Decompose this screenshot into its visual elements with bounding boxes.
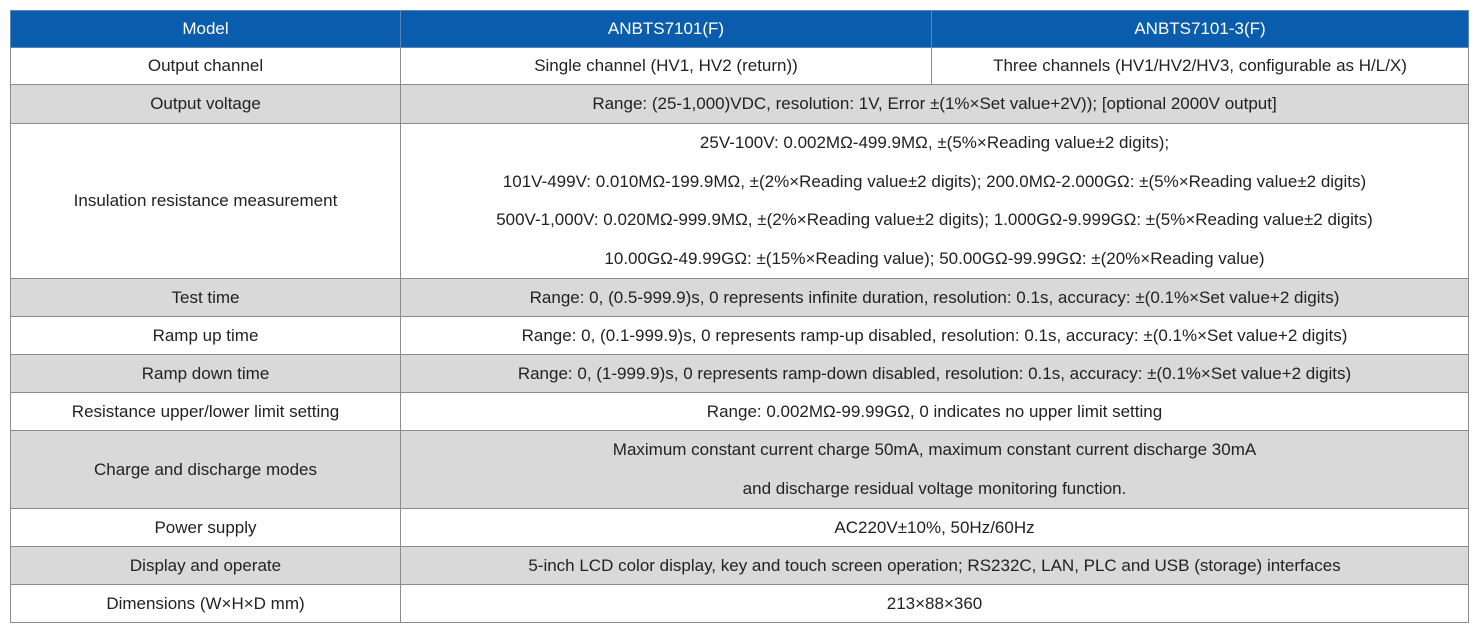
row-value-b: Three channels (HV1/HV2/HV3, configurable as H/L/X) [932,48,1469,85]
row-value: Range: (25-1,000)VDC, resolution: 1V, Error ±(1%×Set value+2V)); [optional 2000V output] [401,85,1469,124]
row-label: Insulation resistance measurement [11,124,401,279]
value-line: 500V-1,000V: 0.020MΩ-999.9MΩ, ±(2%×Reading value±2 digits); 1.000GΩ-9.999GΩ: ±(5%×Reading value±2 digits) [496,210,1373,229]
row-label: Dimensions (W×H×D mm) [11,585,401,623]
header-model-b: ANBTS7101-3(F) [932,11,1469,48]
row-label: Charge and discharge modes [11,431,401,509]
row-value: 213×88×360 [401,585,1469,623]
row-label: Ramp up time [11,317,401,355]
table-row [11,279,1469,317]
row-label: Power supply [11,509,401,547]
row-value: Range: 0.002MΩ-99.99GΩ, 0 indicates no upper limit setting [401,393,1469,431]
row-value: Range: 0, (0.1-999.9)s, 0 represents ramp-up disabled, resolution: 0.1s, accuracy: ±(0.1%×Set value+2 digits) [401,317,1469,355]
row-value-a: Single channel (HV1, HV2 (return)) [401,48,932,85]
table-row [11,547,1469,585]
row-value: Range: 0, (1-999.9)s, 0 represents ramp-down disabled, resolution: 0.1s, accuracy: ±(0.1%×Set value+2 digits) [401,355,1469,393]
row-label: Output voltage [11,85,401,124]
table-row [11,509,1469,547]
value-line: and discharge residual voltage monitoring function. [742,478,1127,498]
row-value: 5-inch LCD color display, key and touch screen operation; RS232C, LAN, PLC and USB (storage) interfaces [401,547,1469,585]
value-line: Maximum constant current charge 50mA, maximum constant current discharge 30mA [612,440,1257,459]
table-header [11,11,1469,48]
table-row [11,124,1469,279]
table-row [11,355,1469,393]
row-label: Display and operate [11,547,401,585]
table-row [11,431,1469,509]
table-row [11,85,1469,124]
header-row [11,11,1469,48]
row-label: Ramp down time [11,355,401,393]
row-value: Range: 0, (0.5-999.9)s, 0 represents infinite duration, resolution: 0.1s, accuracy: ±(0.1%×Set value+2 digits) [401,279,1469,317]
table-row [11,48,1469,85]
table-row [11,393,1469,431]
value-line: 101V-499V: 0.010MΩ-199.9MΩ, ±(2%×Reading value±2 digits); 200.0MΩ-2.000GΩ: ±(5%×Reading value±2 digits) [502,171,1367,191]
row-value [401,124,1469,279]
table-body [11,48,1469,623]
value-line: 25V-100V: 0.002MΩ-499.9MΩ, ±(5%×Reading value±2 digits); [699,133,1170,152]
spec-table-container [10,10,1468,623]
table-row [11,585,1469,623]
header-model-a: ANBTS7101(F) [401,11,932,48]
row-label: Test time [11,279,401,317]
header-model: Model [11,11,401,48]
table-row [11,317,1469,355]
row-value [401,431,1469,509]
row-value: AC220V±10%, 50Hz/60Hz [401,509,1469,547]
spec-table [10,10,1469,623]
row-label: Resistance upper/lower limit setting [11,393,401,431]
row-label: Output channel [11,48,401,85]
value-line: 10.00GΩ-49.99GΩ: ±(15%×Reading value); 50.00GΩ-99.99GΩ: ±(20%×Reading value) [604,248,1265,268]
